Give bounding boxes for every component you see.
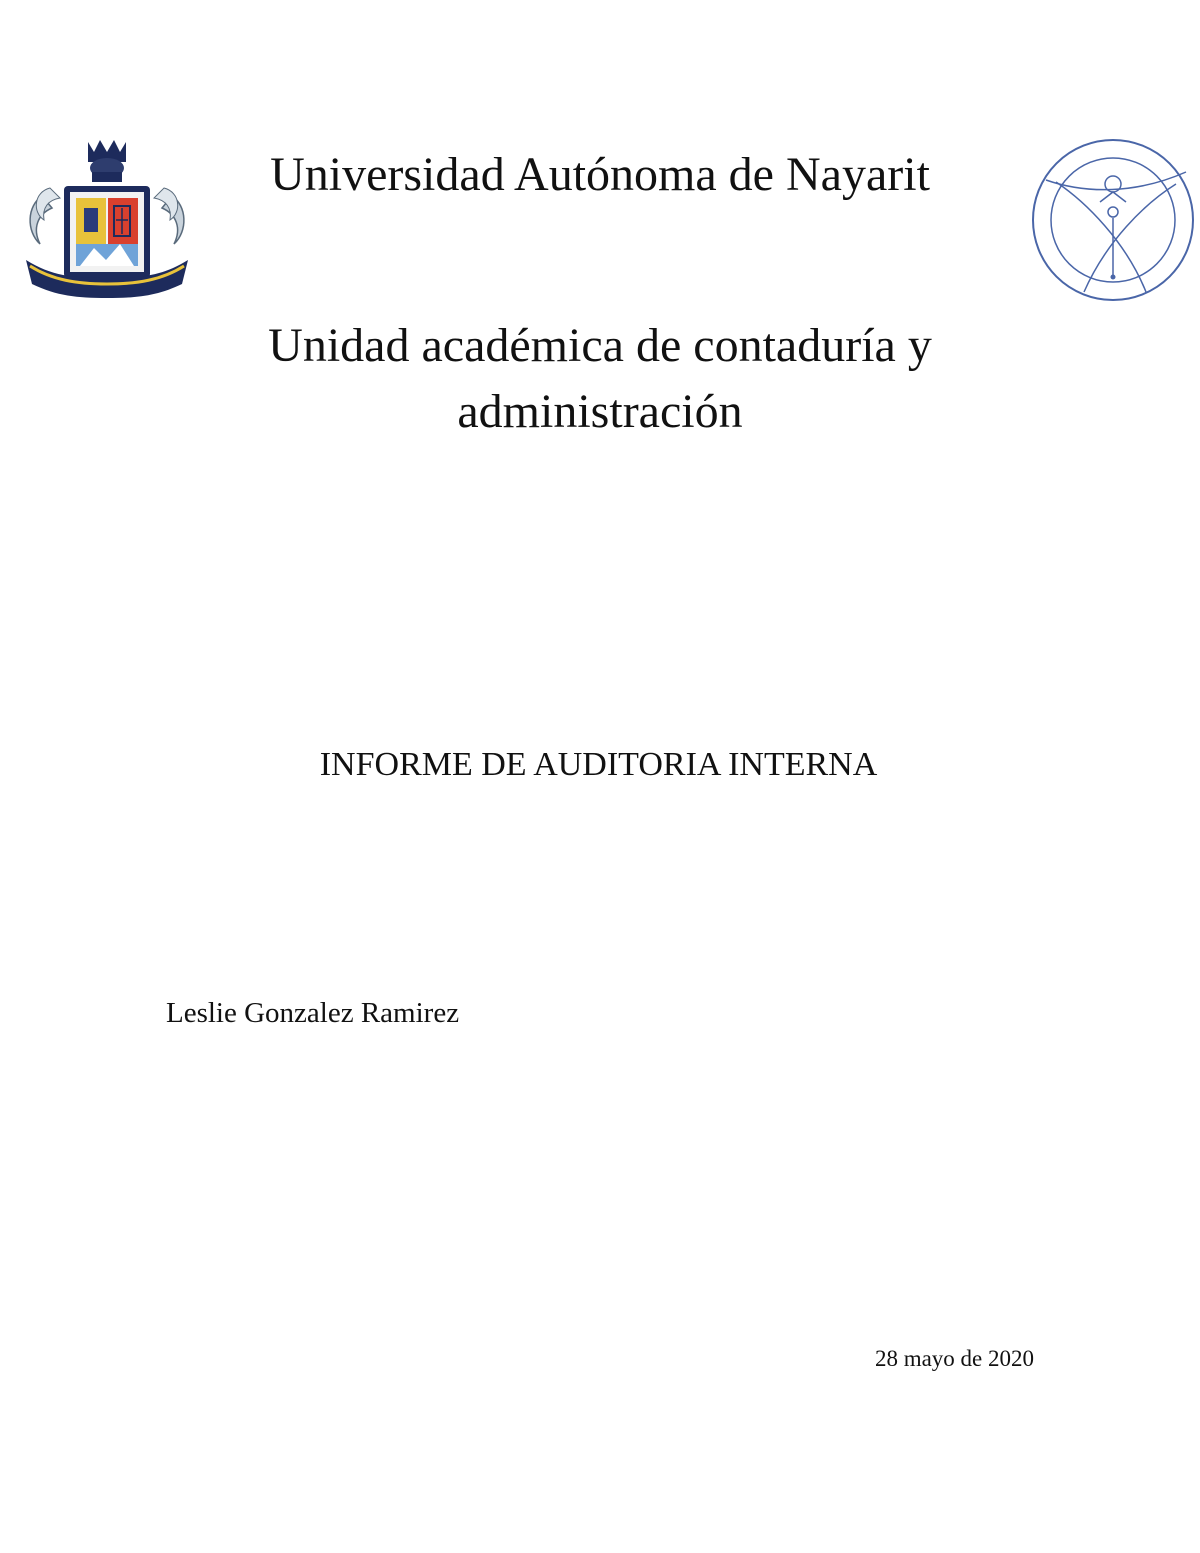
report-title: INFORME DE AUDITORIA INTERNA <box>319 746 878 783</box>
document-date: 28 mayo de 2020 <box>874 1346 1034 1371</box>
academic-unit: Unidad académica de contaduría y administración <box>268 319 932 438</box>
author-name: Leslie Gonzalez Ramirez <box>166 997 460 1029</box>
university-name: Universidad Autónoma de Nayarit <box>270 148 930 201</box>
